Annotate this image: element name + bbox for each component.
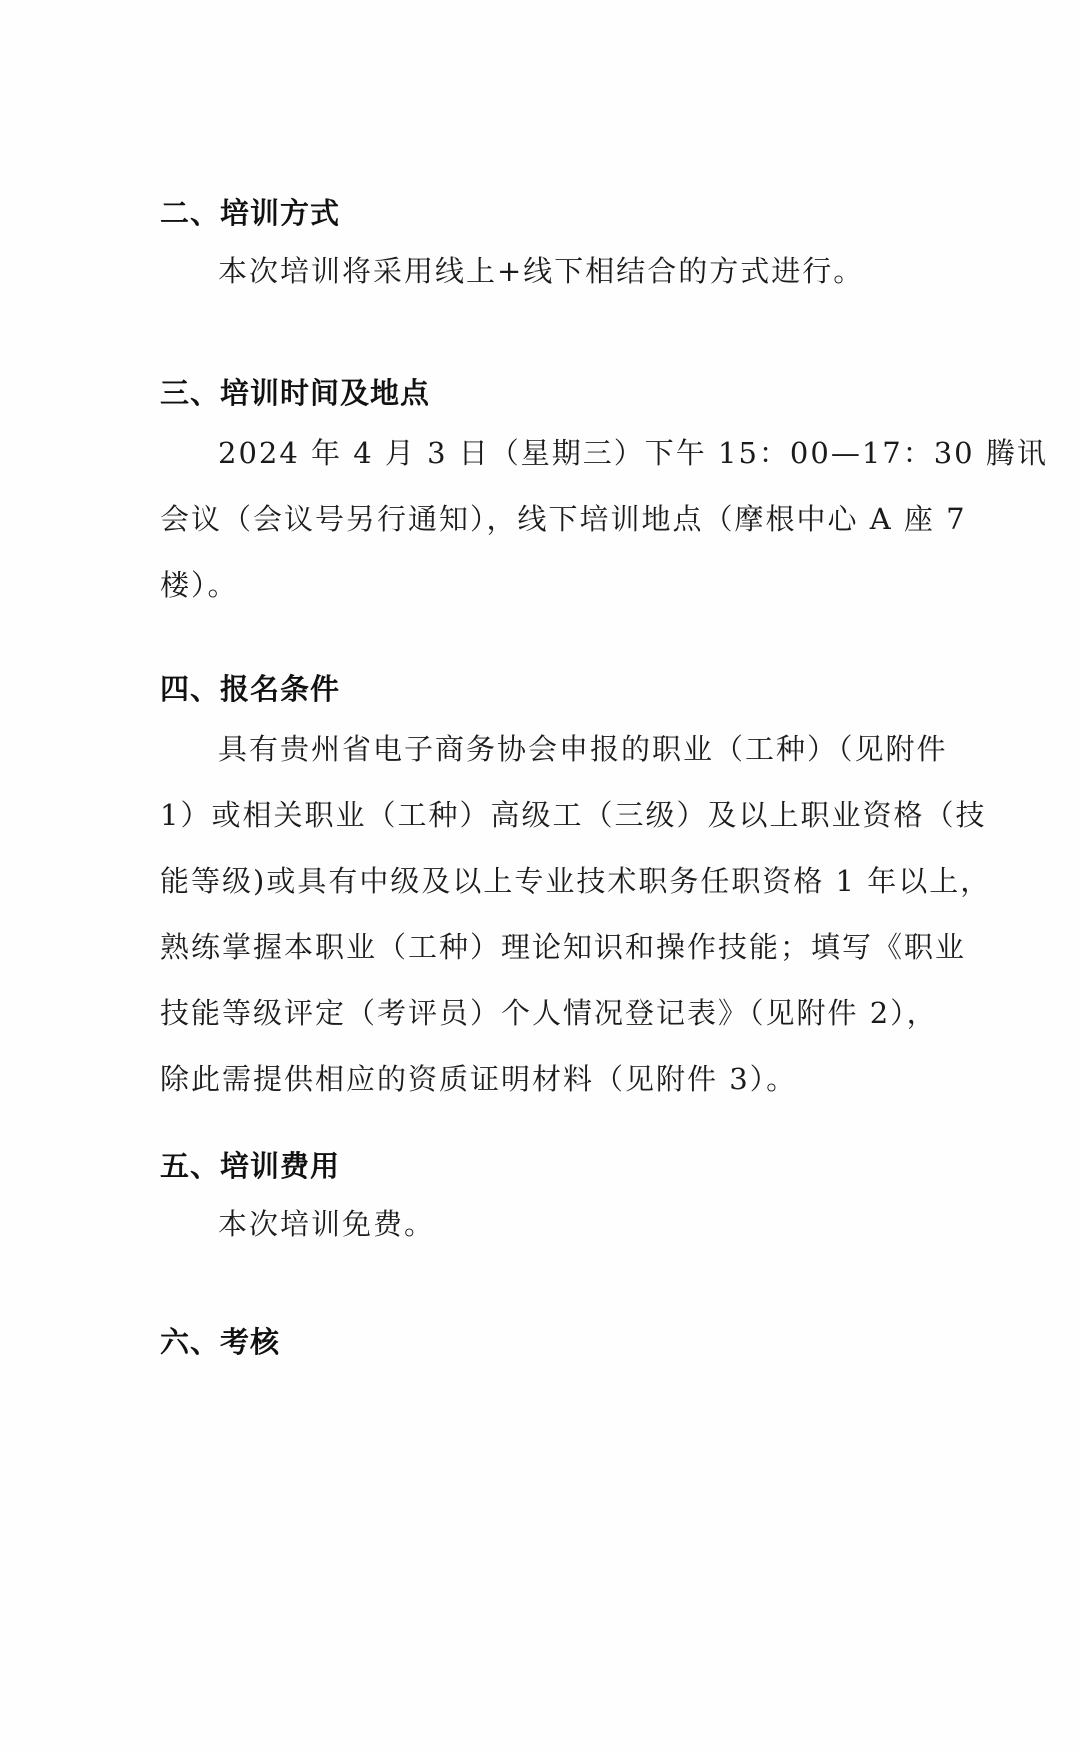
paragraph-line: 2024 年 4 月 3 日（星期三）下午 15：00—17：30 腾讯: [218, 436, 1048, 470]
paragraph-line: 楼）。: [160, 568, 239, 602]
section-body: [160, 1191, 920, 1257]
paragraph-line: 本次培训将采用线上+线下相结合的方式进行。: [218, 254, 865, 288]
paragraph-line: 本次培训免费。: [218, 1207, 436, 1241]
section-body: [160, 420, 1048, 618]
paragraph-line: 除此需提供相应的资质证明材料（见附件 3）。: [160, 1062, 798, 1096]
section-heading: 四、报名条件: [160, 672, 341, 706]
paragraph-line: 1）或相关职业（工种）高级工（三级）及以上职业资格（技: [160, 798, 987, 832]
section-body: [160, 238, 920, 304]
section-heading: 五、培训费用: [160, 1149, 341, 1183]
section-training-method: [160, 193, 920, 233]
section-body: [160, 716, 992, 1112]
paragraph-line: 具有贵州省电子商务协会申报的职业（工种）（见附件: [218, 732, 948, 766]
paragraph-line: 会议（会议号另行通知），线下培训地点（摩根中心 A 座 7: [160, 502, 967, 536]
section-heading: 六、考核: [160, 1325, 281, 1359]
section-heading: 三、培训时间及地点: [160, 376, 431, 410]
paragraph-line: 技能等级评定（考评员）个人情况登记表》（见附件 2），: [160, 996, 938, 1030]
section-fees: [160, 1146, 920, 1186]
section-assessment: [160, 1322, 920, 1362]
paragraph-line: 熟练掌握本职业（工种）理论知识和操作技能；填写《职业: [160, 930, 967, 964]
section-time-location: [160, 373, 920, 413]
paragraph-line: 能等级)或具有中级及以上专业技术职务任职资格 1 年以上，: [160, 864, 992, 898]
section-eligibility: [160, 669, 920, 709]
section-heading: 二、培训方式: [160, 196, 341, 230]
